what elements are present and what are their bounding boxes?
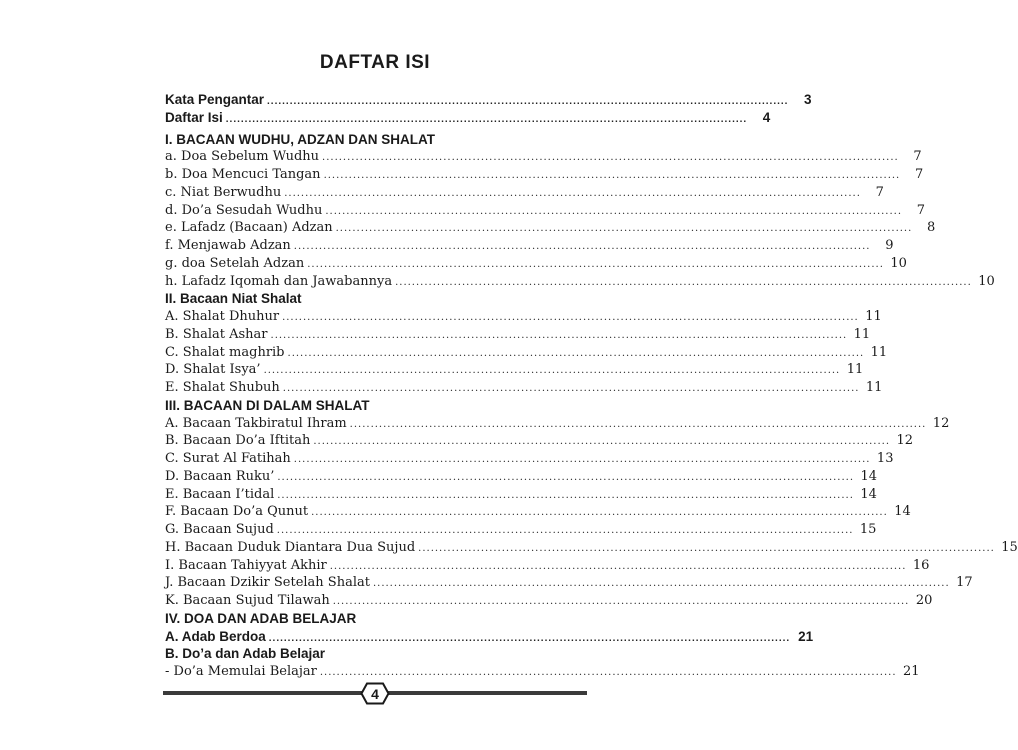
toc-dot-leader: .......................................................................................................................................... bbox=[332, 596, 910, 607]
toc-page-number: 11 bbox=[853, 326, 871, 342]
toc-dot-leader: .......................................................................................................................................... bbox=[225, 113, 748, 125]
toc-entry bbox=[165, 202, 926, 220]
toc-entry-label: G. Bacaan Sujud bbox=[165, 522, 274, 537]
toc-dot-leader: .......................................................................................................................................... bbox=[349, 418, 927, 430]
toc-dot-leader: .......................................................................................................................................... bbox=[277, 489, 854, 501]
toc-page-number: 11 bbox=[865, 380, 883, 395]
toc-page-number: 21 bbox=[902, 664, 920, 679]
toc-dot-leader: .......................................................................................................................................... bbox=[372, 578, 950, 590]
toc-entry bbox=[165, 219, 936, 237]
toc-entry-label: f. Menjawab Adzan bbox=[165, 238, 291, 253]
toc-page-number: 15 bbox=[1001, 539, 1018, 555]
toc-page-number: 7 bbox=[914, 167, 924, 182]
toc-page-number: 7 bbox=[913, 149, 922, 165]
toc-entry-label: C. Shalat maghrib bbox=[165, 344, 285, 360]
toc-page-number: 12 bbox=[896, 433, 914, 449]
toc-entry bbox=[165, 273, 995, 291]
toc-dot-leader: .......................................................................................................................................... bbox=[395, 276, 972, 288]
toc-entry bbox=[165, 557, 930, 575]
toc-entry bbox=[165, 574, 973, 592]
toc-entry-label: C. Surat Al Fatihah bbox=[165, 451, 291, 466]
toc-entry bbox=[165, 308, 882, 326]
toc-entry-label: B. Shalat Ashar bbox=[165, 326, 268, 342]
toc-entry-label: A. Bacaan Takbiratul Ihram bbox=[165, 415, 347, 431]
toc-entry bbox=[165, 109, 771, 127]
page-title: DAFTAR ISI bbox=[319, 52, 431, 73]
toc-entry-label: III. BACAAN DI DALAM SHALAT bbox=[165, 397, 370, 413]
toc-page-number: 17 bbox=[956, 575, 973, 591]
toc-entry bbox=[165, 184, 884, 202]
toc-entry bbox=[165, 432, 914, 450]
toc-entry bbox=[165, 468, 878, 486]
toc-entry bbox=[165, 628, 814, 646]
toc-dot-leader: .......................................................................................................................................... bbox=[322, 152, 899, 164]
toc-page-number: 10 bbox=[890, 255, 907, 271]
toc-section-heading bbox=[165, 610, 573, 628]
toc-entry-label: h. Lafadz Iqomah dan Jawabannya bbox=[165, 273, 393, 289]
toc-dot-leader: .......................................................................................................................................... bbox=[293, 454, 871, 465]
toc-entry bbox=[165, 663, 920, 681]
toc-page-number: 10 bbox=[978, 273, 995, 289]
toc-page-number: 21 bbox=[798, 628, 814, 644]
toc-dot-leader: .......................................................................................................................................... bbox=[270, 329, 848, 341]
toc-entry-label: B. Do’a dan Adab Belajar bbox=[165, 646, 326, 662]
toc-entry bbox=[165, 237, 894, 255]
toc-dot-leader: .......................................................................................................................................... bbox=[284, 187, 861, 199]
toc-entry-label: A. Shalat Dhuhur bbox=[165, 309, 280, 324]
toc-dot-leader: .......................................................................................................................................... bbox=[282, 312, 859, 323]
toc-entry-label: - Do’a Memulai Belajar bbox=[165, 664, 317, 679]
toc-entry bbox=[165, 166, 924, 184]
toc-entry bbox=[165, 415, 950, 433]
toc-entry bbox=[165, 486, 877, 504]
toc-page-number: 12 bbox=[932, 415, 950, 431]
toc-dot-leader: .......................................................................................................................................... bbox=[276, 525, 854, 536]
toc-page-number: 15 bbox=[859, 522, 877, 537]
toc-entry-label: D. Shalat Isya’ bbox=[165, 362, 261, 378]
toc-dot-leader: .......................................................................................................................................... bbox=[329, 560, 907, 572]
toc-dot-leader: .......................................................................................................................................... bbox=[277, 471, 855, 483]
toc-entry-label: Daftar Isi bbox=[165, 109, 223, 125]
toc-entry-label: D. Bacaan Ruku’ bbox=[165, 468, 275, 484]
toc-page-number: 11 bbox=[846, 362, 864, 378]
toc-section-heading bbox=[165, 290, 573, 308]
toc-entry-label: e. Lafadz (Bacaan) Adzan bbox=[165, 220, 333, 236]
toc-entry bbox=[165, 521, 877, 539]
toc-section-heading bbox=[165, 131, 573, 149]
toc-section-heading bbox=[165, 645, 573, 663]
toc-entry-label: I. Bacaan Tahiyyat Akhir bbox=[165, 557, 327, 573]
toc-entry bbox=[165, 379, 883, 397]
toc-dot-leader: .......................................................................................................................................... bbox=[287, 347, 865, 359]
toc-entry-label: B. Bacaan Do’a Iftitah bbox=[165, 433, 311, 449]
toc-dot-leader: .......................................................................................................................................... bbox=[313, 436, 891, 448]
page-number: 4 bbox=[371, 686, 379, 702]
toc-entry-label: a. Doa Sebelum Wudhu bbox=[165, 149, 320, 165]
toc-entry bbox=[165, 503, 911, 521]
toc-dot-leader: .......................................................................................................................................... bbox=[293, 241, 871, 252]
toc-page-number: 11 bbox=[865, 309, 882, 324]
toc-entry bbox=[165, 148, 922, 166]
toc-section-heading bbox=[165, 397, 573, 415]
toc-page-number: 14 bbox=[894, 504, 911, 520]
toc-page-number: 7 bbox=[875, 184, 884, 200]
toc-dot-leader: .......................................................................................................................................... bbox=[282, 383, 860, 394]
toc-page-number: 14 bbox=[860, 468, 878, 484]
toc-dot-leader: .......................................................................................................................................... bbox=[263, 365, 841, 377]
toc-dot-leader: .......................................................................................................................................... bbox=[325, 205, 903, 217]
toc-entry-label: A. Adab Berdoa bbox=[165, 628, 266, 644]
toc-page-number: 8 bbox=[927, 220, 936, 236]
toc-entry bbox=[165, 450, 894, 468]
toc-dot-leader: .......................................................................................................................................... bbox=[418, 542, 995, 554]
toc-page-number: 20 bbox=[915, 593, 933, 608]
toc-entry bbox=[165, 91, 812, 109]
toc-entry-label: J. Bacaan Dzikir Setelah Shalat bbox=[165, 575, 370, 591]
toc-entry bbox=[165, 592, 933, 610]
toc-dot-leader: .......................................................................................................................................... bbox=[323, 170, 901, 181]
toc-page-number: 13 bbox=[876, 451, 894, 466]
toc-entry-label: c. Niat Berwudhu bbox=[165, 184, 282, 200]
toc-page-number: 4 bbox=[762, 109, 771, 125]
toc-dot-leader: .......................................................................................................................................... bbox=[307, 258, 884, 270]
toc-dot-leader: .......................................................................................................................................... bbox=[311, 507, 888, 519]
toc-dot-leader: .......................................................................................................................................... bbox=[268, 632, 791, 644]
toc-dot-leader: .......................................................................................................................................... bbox=[267, 96, 789, 107]
toc-dot-leader: .......................................................................................................................................... bbox=[319, 667, 897, 678]
toc-entry-label: K. Bacaan Sujud Tilawah bbox=[165, 593, 330, 608]
toc-page-number: 11 bbox=[870, 344, 888, 360]
toc-entry-label: E. Shalat Shubuh bbox=[165, 380, 280, 395]
toc-page-number: 3 bbox=[803, 92, 812, 107]
toc-entry-label: g. doa Setelah Adzan bbox=[165, 255, 305, 271]
toc-entry-label: Kata Pengantar bbox=[165, 92, 265, 107]
toc-dot-leader: .......................................................................................................................................... bbox=[335, 223, 913, 235]
toc-entry-label: F. Bacaan Do’a Qunut bbox=[165, 504, 309, 520]
toc-entry bbox=[165, 255, 907, 273]
toc-entry-label: H. Bacaan Duduk Diantara Dua Sujud bbox=[165, 539, 416, 555]
page-footer bbox=[163, 682, 587, 706]
toc-entry-label: II. Bacaan Niat Shalat bbox=[165, 291, 302, 307]
toc-entry bbox=[165, 326, 871, 344]
toc-page-number: 7 bbox=[916, 202, 926, 218]
toc-entry-label: IV. DOA DAN ADAB BELAJAR bbox=[165, 610, 357, 626]
toc-entry bbox=[165, 361, 864, 379]
toc-page-number: 14 bbox=[860, 486, 877, 502]
table-of-contents bbox=[165, 91, 1018, 681]
toc-page-number: 9 bbox=[885, 238, 894, 253]
toc-entry-label: E. Bacaan I’tidal bbox=[165, 486, 275, 502]
toc-entry-label: d. Do’a Sesudah Wudhu bbox=[165, 202, 323, 218]
toc-entry bbox=[165, 539, 1018, 557]
toc-entry-label: I. BACAAN WUDHU, ADZAN DAN SHALAT bbox=[165, 131, 435, 147]
toc-entry bbox=[165, 344, 888, 362]
toc-page-number: 16 bbox=[912, 557, 930, 573]
toc-entry-label: b. Doa Mencuci Tangan bbox=[165, 167, 321, 182]
